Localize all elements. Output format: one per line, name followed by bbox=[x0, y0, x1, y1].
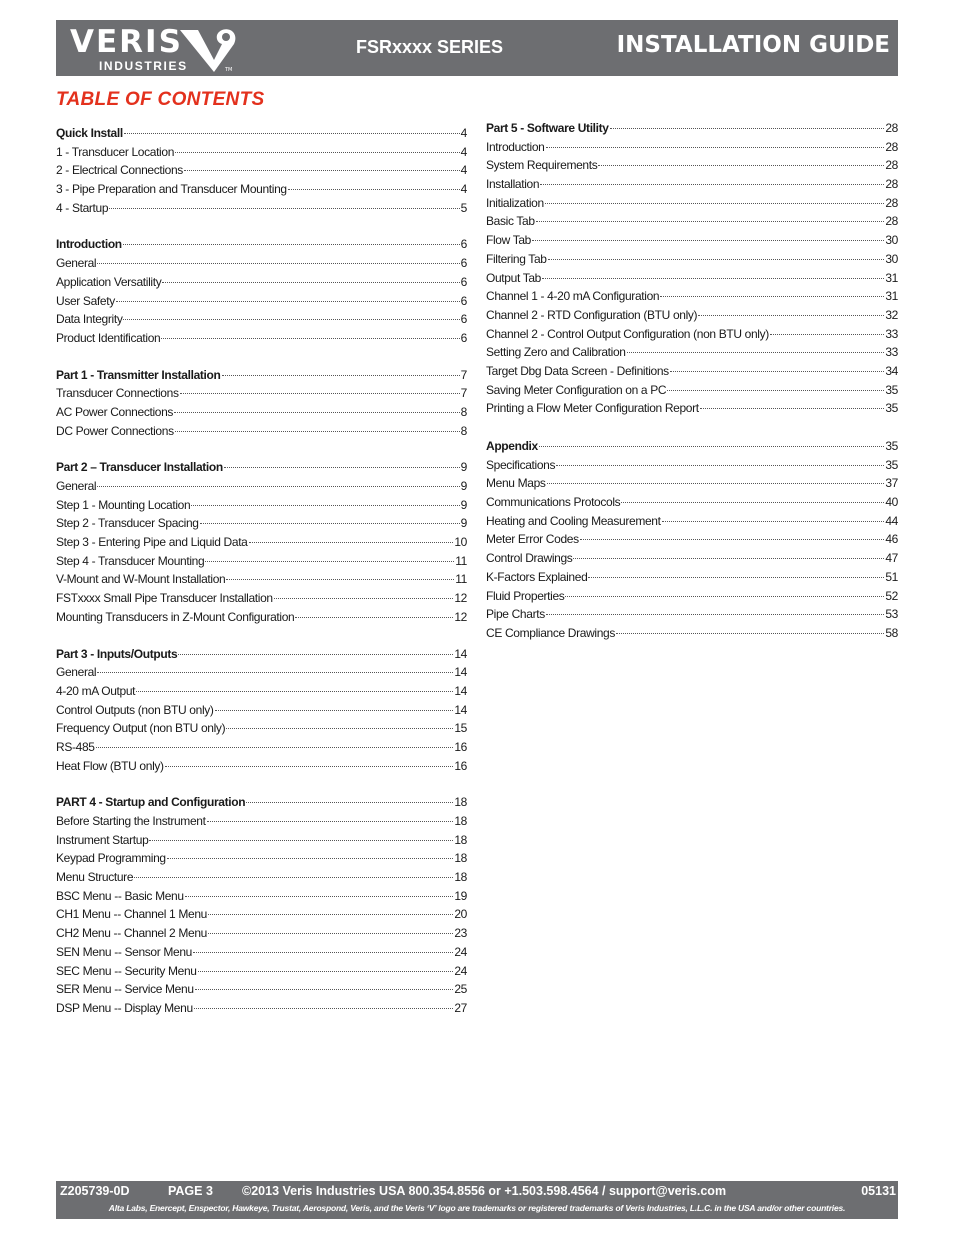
toc-entry-page: 25 bbox=[454, 982, 467, 997]
toc-entry-page: 6 bbox=[460, 256, 467, 271]
toc-entry-title: Initialization bbox=[486, 195, 544, 210]
toc-section bbox=[56, 235, 467, 347]
toc-entry-page: 31 bbox=[885, 289, 898, 304]
toc-title: TABLE OF CONTENTS bbox=[56, 89, 265, 110]
page-footer bbox=[56, 1181, 898, 1219]
toc-entry-title: BSC Menu -- Basic Menu bbox=[56, 888, 184, 903]
toc-dot-leader bbox=[123, 307, 459, 320]
toc-entry-title: PART 4 - Startup and Configuration bbox=[56, 795, 246, 810]
toc-entry-page: 6 bbox=[460, 274, 467, 289]
toc-entry-title: SEC Menu -- Security Menu bbox=[56, 963, 197, 978]
toc-dot-leader bbox=[539, 434, 884, 447]
toc-entry-title: Instrument Startup bbox=[56, 832, 149, 847]
toc-entry-title: Part 3 - Inputs/Outputs bbox=[56, 646, 178, 661]
toc-entry-title: Channel 1 - 4-20 mA Configuration bbox=[486, 289, 660, 304]
toc-dot-leader bbox=[226, 567, 454, 580]
toc-dot-leader bbox=[249, 530, 454, 543]
toc-dot-leader bbox=[162, 270, 459, 283]
series-title: FSRxxxx SERIES bbox=[356, 37, 504, 57]
toc-entry-page: 19 bbox=[454, 888, 467, 903]
toc-entry-page: 28 bbox=[885, 158, 898, 173]
toc-entry-page: 35 bbox=[885, 401, 898, 416]
toc-entry-title: Saving Meter Configuration on a PC bbox=[486, 382, 667, 397]
toc-entry-title: System Requirements bbox=[486, 158, 598, 173]
toc-entry-title: Heat Flow (BTU only) bbox=[56, 758, 164, 773]
toc-entry-title: Control Outputs (non BTU only) bbox=[56, 702, 214, 717]
toc-dot-leader bbox=[175, 419, 460, 432]
toc-entry-page: 37 bbox=[885, 476, 898, 491]
toc-dot-leader bbox=[224, 455, 460, 468]
toc-entry-title: CH2 Menu -- Channel 2 Menu bbox=[56, 926, 207, 941]
toc-entry-page: 5 bbox=[460, 200, 467, 215]
toc-dot-leader bbox=[161, 326, 459, 339]
toc-entry-page: 7 bbox=[460, 386, 467, 401]
toc-entry-title: 2 - Electrical Connections bbox=[56, 163, 183, 178]
toc-dot-leader bbox=[116, 289, 460, 302]
toc-dot-leader bbox=[698, 303, 884, 316]
toc-entry[interactable] bbox=[56, 329, 467, 348]
toc-left-column bbox=[56, 124, 467, 1036]
toc-section bbox=[56, 366, 467, 441]
toc-entry[interactable] bbox=[486, 624, 898, 643]
toc-entry-page: 10 bbox=[454, 535, 467, 550]
toc-entry-page: 28 bbox=[885, 121, 898, 135]
toc-entry-page: 23 bbox=[454, 926, 467, 941]
toc-entry-title: Part 1 - Transmitter Installation bbox=[56, 367, 221, 382]
toc-dot-leader bbox=[670, 359, 885, 372]
toc-entry-page: 40 bbox=[885, 495, 898, 510]
toc-dot-leader bbox=[109, 196, 459, 209]
guide-title: INSTALLATION GUIDE bbox=[616, 32, 890, 58]
toc-dot-leader bbox=[222, 363, 460, 376]
toc-entry-page: 53 bbox=[885, 607, 898, 622]
toc-entry-title: Before Starting the Instrument bbox=[56, 814, 206, 828]
toc-entry-page: 30 bbox=[885, 233, 898, 248]
toc-dot-leader bbox=[134, 865, 453, 878]
toc-entry-title: Step 3 - Entering Pipe and Liquid Data bbox=[56, 535, 248, 550]
toc-dot-leader bbox=[770, 322, 884, 335]
toc-entry-page: 52 bbox=[885, 588, 898, 603]
toc-entry-title: K-Factors Explained bbox=[486, 569, 588, 584]
toc-entry-page: 28 bbox=[885, 214, 898, 229]
toc-entry[interactable] bbox=[56, 199, 467, 218]
toc-dot-leader bbox=[616, 621, 884, 634]
toc-dot-leader bbox=[123, 232, 460, 245]
toc-entry-page: 35 bbox=[885, 439, 898, 453]
toc-dot-leader bbox=[532, 228, 884, 241]
toc-dot-leader bbox=[598, 153, 884, 166]
toc-dot-leader bbox=[205, 549, 454, 562]
toc-entry-title: Control Drawings bbox=[486, 551, 573, 566]
toc-dot-leader bbox=[208, 902, 453, 915]
toc-entry-title: CE Compliance Drawings bbox=[486, 625, 616, 640]
toc-dot-leader bbox=[226, 716, 453, 729]
toc-entry-page: 18 bbox=[454, 795, 467, 810]
toc-entry-title: Mounting Transducers in Z-Mount Configuration bbox=[56, 609, 295, 624]
toc-entry-page: 14 bbox=[454, 702, 467, 717]
toc-entry-page: 6 bbox=[460, 237, 467, 252]
toc-entry[interactable] bbox=[56, 608, 467, 627]
toc-entry-page: 28 bbox=[885, 139, 898, 154]
toc-entry-title: Filtering Tab bbox=[486, 251, 547, 266]
svg-text:TM: TM bbox=[225, 67, 233, 73]
toc-entry-page: 18 bbox=[454, 851, 467, 866]
toc-dot-leader bbox=[208, 921, 453, 934]
toc-entry-title: Menu Structure bbox=[56, 870, 134, 885]
toc-entry-title: 3 - Pipe Preparation and Transducer Mounting bbox=[56, 182, 287, 197]
toc-entry-title: Part 2 – Transducer Installation bbox=[56, 460, 223, 475]
toc-entry-page: 8 bbox=[460, 404, 467, 419]
toc-entry-page: 9 bbox=[460, 497, 467, 512]
veris-logo bbox=[66, 24, 246, 74]
toc-entry-page: 11 bbox=[455, 572, 467, 587]
toc-dot-leader bbox=[194, 996, 454, 1009]
footer-doc-number: Z205739-0D bbox=[60, 1184, 130, 1198]
toc-dot-leader bbox=[165, 754, 454, 767]
toc-dot-leader bbox=[573, 546, 884, 559]
toc-dot-leader bbox=[621, 490, 884, 503]
toc-entry-title: 1 - Transducer Location bbox=[56, 144, 175, 159]
logo-subtitle: INDUSTRIES bbox=[99, 59, 188, 73]
toc-entry-title: FSTxxxx Small Pipe Transducer Installation bbox=[56, 591, 273, 606]
toc-entry-title: Meter Error Codes bbox=[486, 532, 579, 547]
toc-entry-page: 9 bbox=[460, 516, 467, 531]
toc-entry-page: 24 bbox=[454, 944, 467, 959]
toc-entry[interactable] bbox=[56, 422, 467, 441]
toc-entry-title: DSP Menu -- Display Menu bbox=[56, 1000, 193, 1015]
toc-dot-leader bbox=[195, 977, 454, 990]
toc-section bbox=[56, 124, 467, 217]
toc-entry-title: Application Versatility bbox=[56, 274, 162, 289]
toc-dot-leader bbox=[588, 565, 884, 578]
toc-dot-leader bbox=[167, 846, 454, 859]
toc-entry-page: 7 bbox=[460, 367, 467, 382]
page-header bbox=[56, 20, 898, 76]
toc-dot-leader bbox=[175, 140, 460, 153]
toc-dot-leader bbox=[546, 135, 885, 148]
toc-entry-page: 46 bbox=[885, 532, 898, 547]
toc-entry-title: Specifications bbox=[486, 457, 556, 472]
toc-entry-title: Quick Install bbox=[56, 126, 123, 140]
toc-dot-leader bbox=[610, 116, 885, 129]
toc-dot-leader bbox=[536, 209, 885, 222]
toc-entry-title: Communications Protocols bbox=[486, 495, 621, 510]
toc-entry-title: Channel 2 - Control Output Configuration (non BTU only) bbox=[486, 326, 769, 341]
toc-dot-leader bbox=[149, 828, 453, 841]
footer-copyright: ©2013 Veris Industries USA 800.354.8556 or +1.503.598.4564 / support@veris.com bbox=[242, 1184, 727, 1198]
toc-entry-page: 4 bbox=[460, 182, 467, 197]
toc-entry-page: 31 bbox=[885, 270, 898, 285]
toc-entry-title: Step 1 - Mounting Location bbox=[56, 497, 191, 512]
toc-entry-title: Pipe Charts bbox=[486, 607, 545, 622]
toc-section bbox=[486, 119, 898, 418]
toc-entry-page: 18 bbox=[454, 832, 467, 847]
toc-entry-title: Printing a Flow Meter Configuration Report bbox=[486, 401, 699, 416]
toc-dot-leader bbox=[185, 884, 454, 897]
toc-entry-title: 4 - Startup bbox=[56, 200, 109, 215]
toc-entry-page: 32 bbox=[885, 307, 898, 322]
toc-section bbox=[56, 793, 467, 1017]
toc-dot-leader bbox=[546, 602, 884, 615]
toc-dot-leader bbox=[274, 586, 454, 599]
toc-dot-leader bbox=[548, 247, 885, 260]
toc-dot-leader bbox=[191, 493, 459, 506]
toc-entry-page: 11 bbox=[455, 553, 467, 568]
toc-entry-title: General bbox=[56, 665, 97, 680]
toc-entry-title: Introduction bbox=[486, 139, 545, 154]
toc-entry-page: 4 bbox=[460, 126, 467, 140]
toc-entry-page: 12 bbox=[454, 609, 467, 624]
toc-entry-page: 6 bbox=[460, 312, 467, 327]
toc-entry-page: 14 bbox=[454, 646, 467, 661]
toc-entry-title: Menu Maps bbox=[486, 476, 546, 491]
toc-entry-page: 14 bbox=[454, 665, 467, 680]
toc-entry-title: General bbox=[56, 479, 97, 493]
toc-entry-title: Flow Tab bbox=[486, 233, 532, 248]
toc-entry-title: V-Mount and W-Mount Installation bbox=[56, 572, 226, 587]
toc-entry-title: Fluid Properties bbox=[486, 588, 565, 603]
toc-entry[interactable] bbox=[486, 399, 898, 418]
toc-dot-leader bbox=[124, 121, 460, 134]
toc-entry-title: Basic Tab bbox=[486, 214, 535, 229]
toc-entry-title: DC Power Connections bbox=[56, 423, 174, 438]
toc-entry-title: Part 5 - Software Utility bbox=[486, 121, 609, 135]
toc-dot-leader bbox=[565, 584, 884, 597]
toc-dot-leader bbox=[246, 790, 453, 803]
toc-entry-title: Step 2 - Transducer Spacing bbox=[56, 516, 199, 531]
toc-entry-title: Heating and Cooling Measurement bbox=[486, 513, 661, 528]
toc-dot-leader bbox=[556, 453, 884, 466]
toc-dot-leader bbox=[136, 679, 453, 692]
toc-entry-title: Data Integrity bbox=[56, 312, 123, 327]
toc-entry-page: 4 bbox=[460, 163, 467, 178]
toc-entry-title: Step 4 - Transducer Mounting bbox=[56, 553, 205, 568]
toc-entry-page: 58 bbox=[885, 625, 898, 640]
toc-entry-page: 4 bbox=[460, 144, 467, 159]
toc-entry-title: Setting Zero and Calibration bbox=[486, 345, 626, 360]
toc-entry-title: Frequency Output (non BTU only) bbox=[56, 721, 226, 736]
toc-entry[interactable] bbox=[56, 757, 467, 776]
toc-entry-page: 8 bbox=[460, 423, 467, 438]
toc-section bbox=[56, 645, 467, 776]
toc-dot-leader bbox=[198, 959, 454, 972]
toc-entry-title: Installation bbox=[486, 177, 540, 192]
toc-entry-page: 34 bbox=[885, 363, 898, 378]
toc-entry-page: 33 bbox=[885, 326, 898, 341]
toc-entry[interactable] bbox=[56, 999, 467, 1018]
toc-entry-page: 9 bbox=[460, 479, 467, 493]
toc-dot-leader bbox=[97, 660, 453, 673]
toc-entry-page: 47 bbox=[885, 551, 898, 566]
toc-right-column bbox=[486, 119, 898, 662]
toc-entry-title: Target Dbg Data Screen - Definitions bbox=[486, 363, 669, 378]
toc-entry-page: 27 bbox=[454, 1000, 467, 1015]
toc-entry-page: 14 bbox=[454, 683, 467, 698]
toc-dot-leader bbox=[180, 381, 460, 394]
toc-dot-leader bbox=[97, 474, 459, 487]
toc-entry-page: 6 bbox=[460, 330, 467, 345]
toc-dot-leader bbox=[295, 605, 453, 618]
toc-entry-title: SEN Menu -- Sensor Menu bbox=[56, 944, 193, 959]
toc-entry-page: 18 bbox=[454, 870, 467, 885]
toc-entry-page: 28 bbox=[885, 195, 898, 210]
toc-entry-page: 35 bbox=[885, 382, 898, 397]
toc-entry-title: Transducer Connections bbox=[56, 386, 179, 401]
toc-dot-leader bbox=[288, 177, 460, 190]
toc-entry-title: Output Tab bbox=[486, 270, 541, 285]
toc-entry-page: 18 bbox=[454, 814, 467, 828]
toc-entry-title: AC Power Connections bbox=[56, 404, 174, 419]
toc-entry-page: 24 bbox=[454, 963, 467, 978]
toc-entry-title: SER Menu -- Service Menu bbox=[56, 982, 194, 997]
veris-v-icon bbox=[178, 26, 238, 74]
toc-entry-page: 28 bbox=[885, 177, 898, 192]
toc-dot-leader bbox=[540, 172, 884, 185]
toc-entry-title: RS-485 bbox=[56, 739, 95, 754]
logo-wordmark: VERIS bbox=[70, 24, 183, 60]
toc-dot-leader bbox=[547, 471, 885, 484]
toc-dot-leader bbox=[174, 400, 460, 413]
footer-trademark: Alta Labs, Enercept, Enspector, Hawkeye, Trustat, Aerospond, Veris, and the Veris ‘V’ logo are trademarks or registered trademarks of Veris Industries, L.L.C. in the USA and/or other countries. bbox=[108, 1203, 846, 1213]
toc-dot-leader bbox=[667, 378, 884, 391]
toc-section bbox=[56, 458, 467, 626]
toc-dot-leader bbox=[96, 735, 454, 748]
toc-dot-leader bbox=[542, 266, 884, 279]
toc-entry-title: General bbox=[56, 256, 97, 271]
toc-dot-leader bbox=[662, 509, 885, 522]
toc-entry-title: Product Identification bbox=[56, 330, 161, 345]
toc-section bbox=[486, 437, 898, 643]
toc-entry-page: 12 bbox=[454, 591, 467, 606]
toc-entry-title: Appendix bbox=[486, 439, 538, 453]
toc-entry-page: 9 bbox=[460, 460, 467, 475]
toc-dot-leader bbox=[215, 698, 454, 711]
toc-dot-leader bbox=[660, 284, 884, 297]
toc-entry-page: 30 bbox=[885, 251, 898, 266]
toc-dot-leader bbox=[200, 511, 460, 524]
toc-entry-page: 44 bbox=[885, 513, 898, 528]
toc-dot-leader bbox=[627, 340, 885, 353]
toc-dot-leader bbox=[193, 940, 453, 953]
toc-dot-leader bbox=[178, 642, 453, 655]
toc-entry-page: 33 bbox=[885, 345, 898, 360]
toc-entry-title: Keypad Programming bbox=[56, 851, 166, 866]
toc-dot-leader bbox=[207, 809, 454, 822]
toc-entry-page: 16 bbox=[454, 758, 467, 773]
toc-entry-title: Introduction bbox=[56, 237, 122, 252]
toc-entry-page: 35 bbox=[885, 457, 898, 472]
toc-entry-title: 4-20 mA Output bbox=[56, 683, 136, 698]
toc-entry-page: 15 bbox=[454, 721, 467, 736]
toc-entry-page: 16 bbox=[454, 739, 467, 754]
footer-page-number: PAGE 3 bbox=[168, 1184, 213, 1198]
toc-dot-leader bbox=[700, 396, 885, 409]
toc-entry-page: 20 bbox=[454, 907, 467, 922]
toc-dot-leader bbox=[97, 251, 459, 264]
toc-entry-page: 51 bbox=[885, 569, 898, 584]
toc-entry-title: Channel 2 - RTD Configuration (BTU only) bbox=[486, 307, 698, 322]
toc-entry-title: CH1 Menu -- Channel 1 Menu bbox=[56, 907, 207, 922]
toc-dot-leader bbox=[580, 527, 885, 540]
toc-dot-leader bbox=[184, 158, 460, 171]
toc-dot-leader bbox=[545, 191, 885, 204]
footer-code: 05131 bbox=[861, 1184, 896, 1198]
toc-entry-page: 6 bbox=[460, 293, 467, 308]
toc-entry-title: User Safety bbox=[56, 293, 115, 308]
